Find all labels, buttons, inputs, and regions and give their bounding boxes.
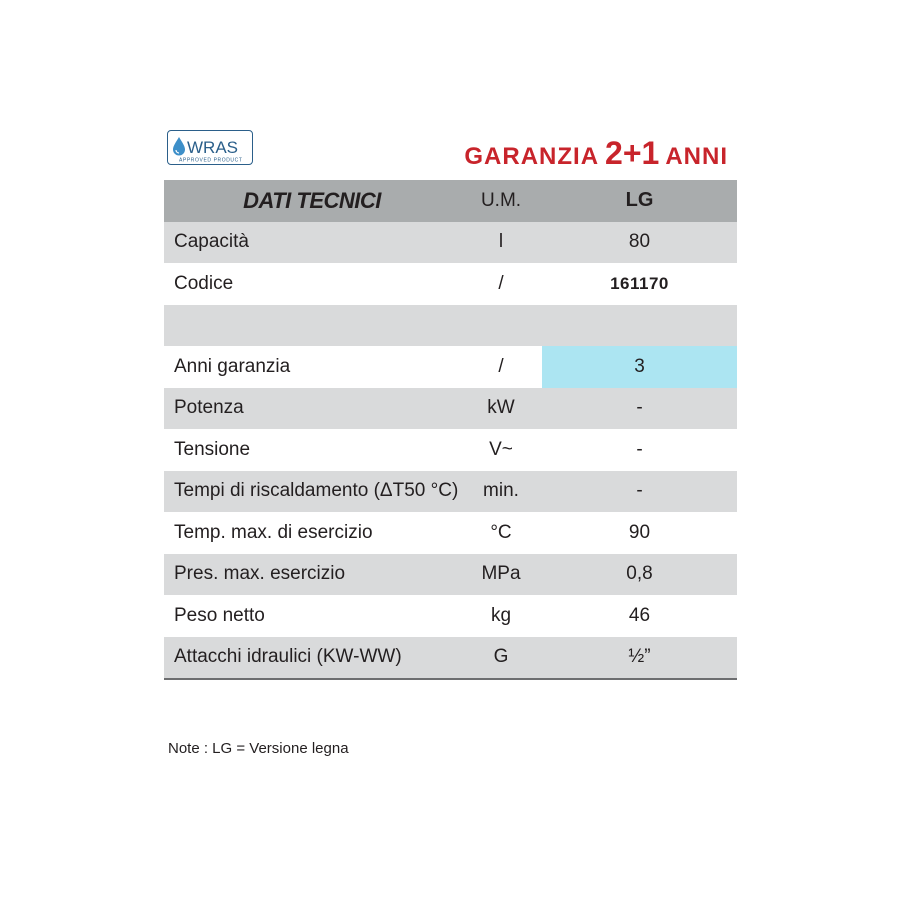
table-row-max-temp bbox=[164, 512, 737, 554]
row-label: Tempi di riscaldamento (ΔT50 °C) bbox=[164, 471, 460, 513]
row-label: Potenza bbox=[164, 388, 460, 430]
row-value: 80 bbox=[542, 222, 737, 264]
row-value: - bbox=[542, 471, 737, 513]
row-unit: MPa bbox=[460, 554, 542, 596]
table-row-heating-time bbox=[164, 471, 737, 513]
table-header-row bbox=[164, 180, 737, 222]
guarantee-word: GARANZIA bbox=[464, 143, 600, 170]
table-row-empty bbox=[164, 305, 737, 347]
row-value: - bbox=[542, 388, 737, 430]
row-unit: min. bbox=[460, 471, 542, 513]
row-label: Pres. max. esercizio bbox=[164, 554, 460, 596]
table-row-net-weight bbox=[164, 595, 737, 637]
table-row-voltage bbox=[164, 429, 737, 471]
row-unit: kW bbox=[460, 388, 542, 430]
row-unit: kg bbox=[460, 595, 542, 637]
guarantee-heading bbox=[464, 136, 728, 170]
guarantee-number: 2+1 bbox=[605, 135, 660, 171]
table-row-code bbox=[164, 263, 737, 305]
guarantee-unit: ANNI bbox=[665, 143, 728, 170]
row-value: ½” bbox=[542, 637, 737, 680]
footnote: Note : LG = Versione legna bbox=[168, 740, 349, 757]
row-unit: G bbox=[460, 637, 542, 680]
technical-data-table bbox=[164, 180, 737, 680]
table-row-hydraulic-connections bbox=[164, 637, 737, 680]
row-value: 90 bbox=[542, 512, 737, 554]
row-label: Anni garanzia bbox=[164, 346, 460, 388]
wras-logo bbox=[167, 130, 253, 165]
table-row-warranty-years bbox=[164, 346, 737, 388]
logo-name: WRAS bbox=[187, 138, 238, 157]
row-label: Codice bbox=[164, 263, 460, 305]
row-label: Peso netto bbox=[164, 595, 460, 637]
row-unit: °C bbox=[460, 512, 542, 554]
row-value-highlighted: 3 bbox=[542, 346, 737, 388]
row-unit bbox=[460, 305, 542, 347]
row-value: - bbox=[542, 429, 737, 471]
row-unit: / bbox=[460, 346, 542, 388]
wras-logo-graphic bbox=[168, 131, 254, 166]
row-label: Capacità bbox=[164, 222, 460, 264]
logo-subtitle: APPROVED PRODUCT bbox=[179, 157, 243, 164]
row-label: Attacchi idraulici (KW-WW) bbox=[164, 637, 460, 680]
row-value: 46 bbox=[542, 595, 737, 637]
row-unit: / bbox=[460, 263, 542, 305]
table-row-power bbox=[164, 388, 737, 430]
header-model: LG bbox=[542, 180, 737, 222]
header-unit: U.M. bbox=[460, 180, 542, 222]
row-value: 0,8 bbox=[542, 554, 737, 596]
row-unit: V~ bbox=[460, 429, 542, 471]
row-label: Temp. max. di esercizio bbox=[164, 512, 460, 554]
row-value: 161170 bbox=[542, 263, 737, 305]
table-row-capacity bbox=[164, 222, 737, 264]
row-label bbox=[164, 305, 460, 347]
row-unit: l bbox=[460, 222, 542, 264]
header-technical-data: DATI TECNICI bbox=[164, 180, 460, 222]
table-row-max-pressure bbox=[164, 554, 737, 596]
row-label: Tensione bbox=[164, 429, 460, 471]
row-value bbox=[542, 305, 737, 347]
